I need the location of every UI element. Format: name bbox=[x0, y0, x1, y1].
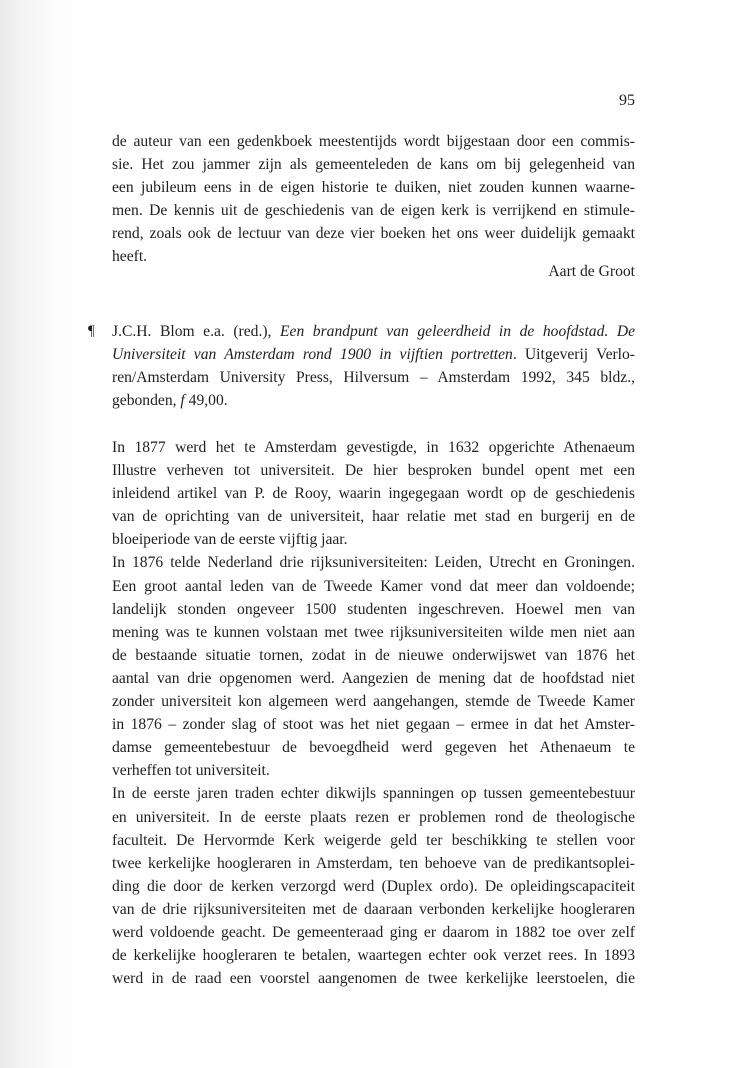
text-line: verheffen tot universiteit. bbox=[112, 762, 270, 780]
text-line: rend, zoals ook de lectuur van deze vier boeken het ons weer duidelijk gemaakt bbox=[112, 225, 635, 243]
citation-line bbox=[112, 343, 635, 366]
paragraph-intro bbox=[112, 130, 635, 269]
citation-line: ren/Amsterdam University Press, Hilversum – Amsterdam 1992, 345 bldz., bbox=[112, 369, 635, 387]
paragraph-1 bbox=[112, 436, 635, 551]
text-line: in 1876 – zonder slag of stoot was het niet gegaan – ermee in dat het Amster- bbox=[112, 716, 635, 734]
paragraph-2 bbox=[112, 551, 635, 782]
text-line: mening was te kunnen volstaan met twee rijksuniversiteiten wilde men niet aan bbox=[112, 623, 635, 641]
text-line: werd in de raad een voorstel aangenomen de twee kerkelijke leerstoelen, die bbox=[112, 970, 635, 988]
citation-binding: gebonden, bbox=[112, 392, 181, 410]
citation-title: Een brandpunt van geleerdheid in de hoofdstad. De bbox=[280, 323, 636, 340]
text-line: zonder universiteit kon algemeen werd aangehangen, stemde de Tweede Kamer bbox=[112, 693, 635, 711]
text-line: en universiteit. In de eerste plaats rezen er problemen rond de theologische bbox=[112, 808, 635, 826]
book-citation bbox=[112, 320, 635, 412]
text-line: de auteur van een gedenkboek meestentijds wordt bijgestaan door een commis- bbox=[112, 133, 635, 150]
text-line: bloeiperiode van de eerste vijftig jaar. bbox=[112, 531, 348, 549]
paragraph-3 bbox=[112, 782, 635, 990]
text-line: werd voldoende geacht. De gemeenteraad ging er daarom in 1882 toe over zelf bbox=[112, 923, 635, 941]
text-line: de bestaande situatie tornen, zodat in de nieuwe onderwijswet van 1876 het bbox=[112, 646, 635, 664]
citation-line bbox=[112, 389, 635, 412]
citation-line bbox=[112, 320, 635, 343]
text-line: de kerkelijke hoogleraren te betalen, waartegen echter ook verzet rees. In 1893 bbox=[112, 947, 635, 965]
text-line: van de drie rijksuniversiteiten met de daaraan verbonden kerkelijke hoogleraren bbox=[112, 900, 635, 918]
text-line: heeft. bbox=[112, 248, 148, 266]
citation-publisher: . Uitgeverij Verlo- bbox=[512, 346, 636, 364]
text-line: sie. Het zou jammer zijn als gemeenteleden de kans om bij gelegenheid van bbox=[112, 156, 635, 174]
citation-price: 49,00. bbox=[184, 392, 228, 410]
pilcrow-icon: ¶ bbox=[88, 323, 95, 339]
text-line: van de oprichting van de universiteit, haar relatie met stad en burgerij en de bbox=[112, 508, 635, 526]
citation-authors: J.C.H. Blom e.a. (red.), bbox=[112, 323, 280, 340]
text-line: een jubileum eens in de eigen historie te duiken, niet zouden kunnen waarne- bbox=[112, 179, 635, 197]
text-line: ding die door de kerken verzorgd werd (Duplex ordo). De opleidingscapaciteit bbox=[112, 877, 635, 895]
text-line: In 1877 werd het te Amsterdam gevestigde, in 1632 opgerichte Athenaeum bbox=[112, 439, 635, 456]
citation-subtitle: Universiteit van Amsterdam rond 1900 in vijftien portretten bbox=[112, 346, 513, 364]
text-line: inleidend artikel van P. de Rooy, waarin ingegegaan wordt op de geschiedenis bbox=[112, 485, 635, 503]
text-line: faculteit. De Hervormde Kerk weigerde geld ter beschikking te stellen voor bbox=[112, 831, 635, 849]
text-line: men. De kennis uit de geschiedenis van de eigen kerk is verrijkend en stimule- bbox=[112, 202, 635, 220]
citation-currency: f bbox=[180, 392, 185, 410]
text-line: damse gemeentebestuur de bevoegdheid werd gegeven het Athenaeum te bbox=[112, 739, 635, 757]
text-line: twee kerkelijke hoogleraren in Amsterdam, ten behoeve van de predikantsoplei- bbox=[112, 854, 635, 872]
text-line: In 1876 telde Nederland drie rijksuniversiteiten: Leiden, Utrecht en Groningen. bbox=[112, 554, 635, 572]
page-number: 95 bbox=[619, 92, 635, 109]
text-line: Een groot aantal leden van de Tweede Kamer vond dat meer dan voldoende; bbox=[112, 577, 635, 595]
text-line: landelijk stonden ongeveer 1500 studenten ingeschreven. Hoewel men van bbox=[112, 600, 635, 618]
review-body bbox=[112, 436, 635, 990]
text-line: aantal van drie opgenomen werd. Aangezien de mening dat de hoofdstad niet bbox=[112, 669, 635, 687]
text-line: In de eerste jaren traden echter dikwijls spanningen op tussen gemeentebestuur bbox=[112, 785, 635, 803]
author-signature: Aart de Groot bbox=[548, 263, 635, 280]
text-line: Illustre verheven tot universiteit. De hier besproken bundel opent met een bbox=[112, 462, 635, 480]
